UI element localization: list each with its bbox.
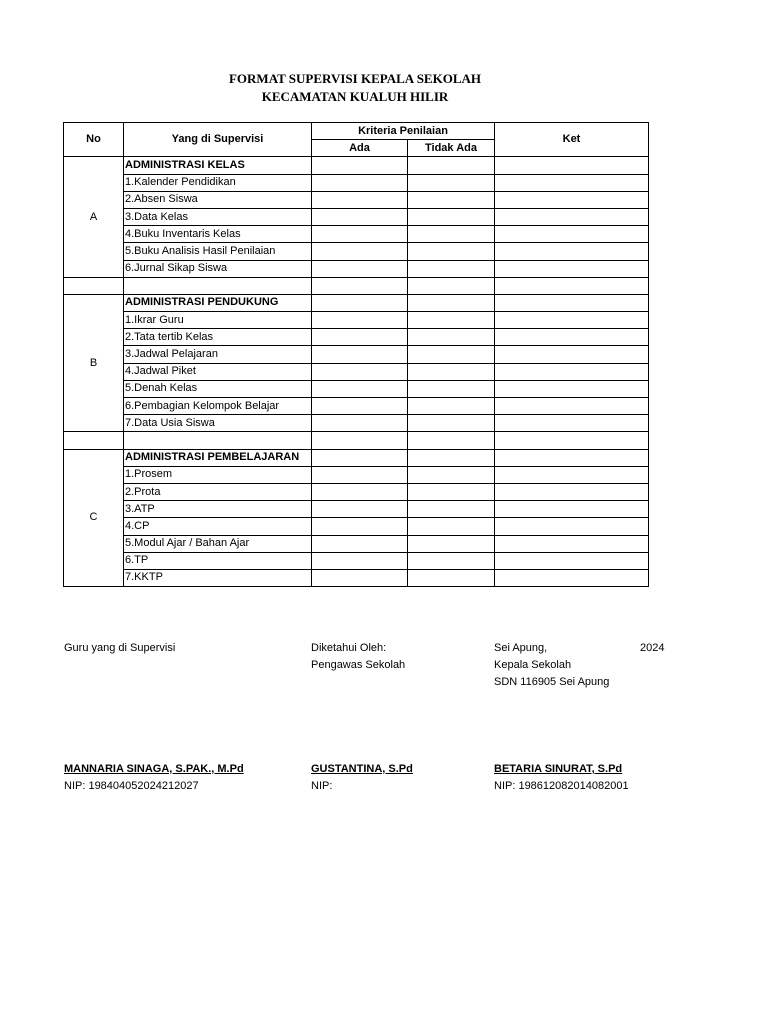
section-code: A xyxy=(64,157,124,277)
empty-cell xyxy=(64,432,124,449)
empty-cell xyxy=(495,432,649,449)
tidak-ada-cell xyxy=(408,260,495,277)
document-title: FORMAT SUPERVISI KEPALA SEKOLAH xyxy=(228,71,481,86)
guru-nip: NIP: 198404052024212027 xyxy=(64,780,199,792)
tidak-ada-cell xyxy=(408,312,495,329)
item-label: 6.Pembagian Kelompok Belajar xyxy=(124,398,312,415)
table-row xyxy=(64,518,649,535)
item-label: 3.Jadwal Pelajaran xyxy=(124,346,312,363)
item-label: 7.KKTP xyxy=(124,569,312,586)
supervision-table xyxy=(63,122,649,587)
table-row xyxy=(64,260,649,277)
tidak-ada-cell xyxy=(408,243,495,260)
item-label: 5.Denah Kelas xyxy=(124,380,312,397)
table-row xyxy=(64,483,649,500)
ket-cell xyxy=(495,415,649,432)
tidak-ada-cell xyxy=(408,535,495,552)
ada-cell xyxy=(312,260,408,277)
item-label: 4.Buku Inventaris Kelas xyxy=(124,226,312,243)
ket-cell xyxy=(495,260,649,277)
ket-cell xyxy=(495,191,649,208)
ada-cell xyxy=(312,329,408,346)
table-row xyxy=(64,208,649,225)
table-row xyxy=(64,243,649,260)
ket-cell xyxy=(495,157,649,174)
item-label: 5.Buku Analisis Hasil Penilaian xyxy=(124,243,312,260)
section-title-row xyxy=(64,449,649,466)
ada-cell xyxy=(312,380,408,397)
kepala-line2: Kepala Sekolah xyxy=(494,659,572,671)
table-row xyxy=(64,363,649,380)
table-row xyxy=(64,501,649,518)
tidak-ada-cell xyxy=(408,294,495,311)
ada-cell xyxy=(312,449,408,466)
header-ket: Ket xyxy=(495,123,649,157)
ada-cell xyxy=(312,174,408,191)
tidak-ada-cell xyxy=(408,157,495,174)
ada-cell xyxy=(312,483,408,500)
guru-name: MANNARIA SINAGA, S.PAK., M.Pd xyxy=(64,763,244,775)
guru-label: Guru yang di Supervisi xyxy=(64,642,176,654)
document-subtitle: KECAMATAN KUALUH HILIR xyxy=(261,89,449,104)
tidak-ada-cell xyxy=(408,398,495,415)
pengawas-signature xyxy=(311,761,413,795)
ada-cell xyxy=(312,208,408,225)
table-row xyxy=(64,329,649,346)
item-label: 1.Kalender Pendidikan xyxy=(124,174,312,191)
tidak-ada-cell xyxy=(408,380,495,397)
ada-cell xyxy=(312,346,408,363)
tidak-ada-cell xyxy=(408,226,495,243)
tidak-ada-cell xyxy=(408,363,495,380)
item-label: 2.Absen Siswa xyxy=(124,191,312,208)
pengawas-nip: NIP: xyxy=(311,780,333,792)
item-label: 6.TP xyxy=(124,552,312,569)
tidak-ada-cell xyxy=(408,174,495,191)
empty-cell xyxy=(408,277,495,294)
ket-cell xyxy=(495,569,649,586)
item-label: 5.Modul Ajar / Bahan Ajar xyxy=(124,535,312,552)
tidak-ada-cell xyxy=(408,518,495,535)
tidak-ada-cell xyxy=(408,191,495,208)
ket-cell xyxy=(495,380,649,397)
pengawas-line1: Diketahui Oleh: xyxy=(311,642,387,654)
header-ada: Ada xyxy=(312,140,408,157)
table-row xyxy=(64,191,649,208)
kepala-block xyxy=(494,640,609,691)
pengawas-line2: Pengawas Sekolah xyxy=(311,659,406,671)
ket-cell xyxy=(495,208,649,225)
ket-cell xyxy=(495,329,649,346)
item-label: 2.Tata tertib Kelas xyxy=(124,329,312,346)
pengawas-name: GUSTANTINA, S.Pd xyxy=(311,763,413,775)
ket-cell xyxy=(495,243,649,260)
ada-cell xyxy=(312,569,408,586)
table-row xyxy=(64,535,649,552)
ket-cell xyxy=(495,398,649,415)
ada-cell xyxy=(312,501,408,518)
header-criteria: Kriteria Penilaian xyxy=(312,123,495,140)
ada-cell xyxy=(312,363,408,380)
section-code: B xyxy=(64,294,124,432)
ket-cell xyxy=(495,466,649,483)
ket-cell xyxy=(495,552,649,569)
ada-cell xyxy=(312,294,408,311)
ada-cell xyxy=(312,191,408,208)
ket-cell xyxy=(495,449,649,466)
item-label: 1.Prosem xyxy=(124,466,312,483)
tidak-ada-cell xyxy=(408,552,495,569)
table-header-row xyxy=(64,123,649,140)
table-row xyxy=(64,346,649,363)
empty-cell xyxy=(124,277,312,294)
table-row xyxy=(64,466,649,483)
section-title: ADMINISTRASI PENDUKUNG xyxy=(124,294,312,311)
table-row xyxy=(64,380,649,397)
ada-cell xyxy=(312,243,408,260)
tidak-ada-cell xyxy=(408,346,495,363)
section-title: ADMINISTRASI KELAS xyxy=(124,157,312,174)
item-label: 6.Jurnal Sikap Siswa xyxy=(124,260,312,277)
tidak-ada-cell xyxy=(408,466,495,483)
table-row xyxy=(64,552,649,569)
ket-cell xyxy=(495,501,649,518)
tidak-ada-cell xyxy=(408,501,495,518)
empty-cell xyxy=(312,432,408,449)
item-label: 3.ATP xyxy=(124,501,312,518)
tidak-ada-cell xyxy=(408,569,495,586)
item-label: 3.Data Kelas xyxy=(124,208,312,225)
item-label: 4.CP xyxy=(124,518,312,535)
ket-cell xyxy=(495,483,649,500)
empty-cell xyxy=(64,277,124,294)
item-label: 2.Prota xyxy=(124,483,312,500)
header-no: No xyxy=(64,123,124,157)
section-title-row xyxy=(64,294,649,311)
ada-cell xyxy=(312,312,408,329)
empty-cell xyxy=(312,277,408,294)
empty-cell xyxy=(495,277,649,294)
ket-cell xyxy=(495,312,649,329)
ada-cell xyxy=(312,415,408,432)
tidak-ada-cell xyxy=(408,208,495,225)
header-item: Yang di Supervisi xyxy=(124,123,312,157)
item-label: 1.Ikrar Guru xyxy=(124,312,312,329)
ada-cell xyxy=(312,552,408,569)
table-row xyxy=(64,398,649,415)
ket-cell xyxy=(495,363,649,380)
table-row xyxy=(64,415,649,432)
ada-cell xyxy=(312,226,408,243)
empty-cell xyxy=(408,432,495,449)
table-row xyxy=(64,312,649,329)
ada-cell xyxy=(312,518,408,535)
table-row xyxy=(64,226,649,243)
tidak-ada-cell xyxy=(408,329,495,346)
guru-block xyxy=(64,640,175,657)
kepala-place: Sei Apung, xyxy=(494,642,548,654)
guru-signature xyxy=(64,761,244,795)
item-label: 4.Jadwal Piket xyxy=(124,363,312,380)
spacer-row xyxy=(64,432,649,449)
pengawas-block xyxy=(311,640,405,674)
kepala-name: BETARIA SINURAT, S.Pd xyxy=(494,763,623,775)
tidak-ada-cell xyxy=(408,483,495,500)
ket-cell xyxy=(495,174,649,191)
section-title-row xyxy=(64,157,649,174)
ket-cell xyxy=(495,294,649,311)
ada-cell xyxy=(312,157,408,174)
table-row xyxy=(64,174,649,191)
section-title: ADMINISTRASI PEMBELAJARAN xyxy=(124,449,312,466)
ada-cell xyxy=(312,466,408,483)
empty-cell xyxy=(124,432,312,449)
spacer-row xyxy=(64,277,649,294)
table-row xyxy=(64,569,649,586)
kepala-signature xyxy=(494,761,629,795)
section-code: C xyxy=(64,449,124,587)
ada-cell xyxy=(312,398,408,415)
kepala-line3: SDN 116905 Sei Apung xyxy=(494,676,610,688)
tidak-ada-cell xyxy=(408,415,495,432)
kepala-year: 2024 xyxy=(640,642,665,654)
item-label: 7.Data Usia Siswa xyxy=(124,415,312,432)
tidak-ada-cell xyxy=(408,449,495,466)
ket-cell xyxy=(495,535,649,552)
ket-cell xyxy=(495,518,649,535)
ket-cell xyxy=(495,346,649,363)
ada-cell xyxy=(312,535,408,552)
kepala-nip: NIP: 198612082014082001 xyxy=(494,780,629,792)
ket-cell xyxy=(495,226,649,243)
header-tidak-ada: Tidak Ada xyxy=(408,140,495,157)
